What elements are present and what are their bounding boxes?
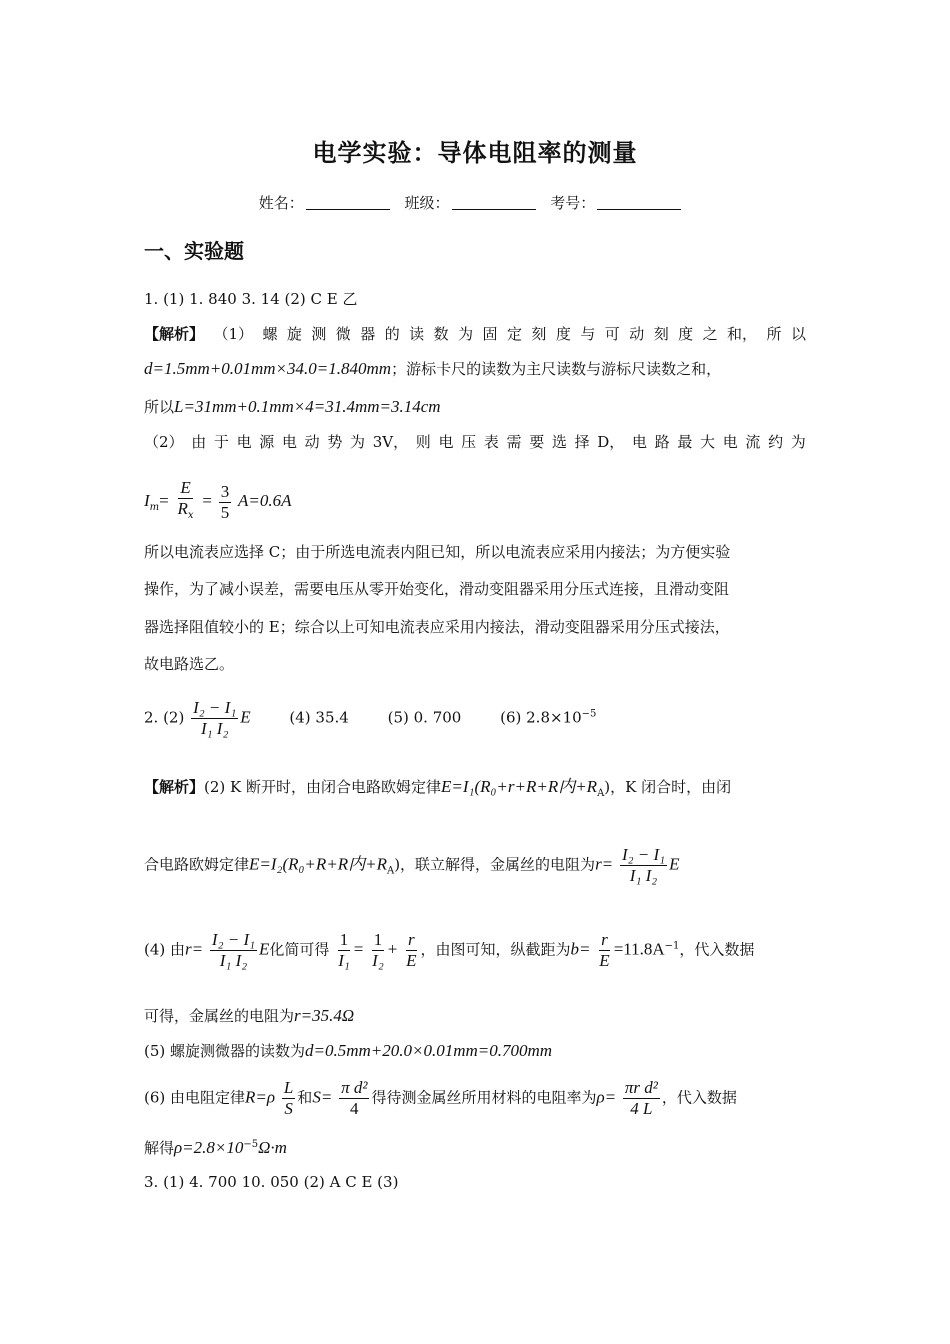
q1-text-3: 器选择阻值较小的 E；综合以上可知电流表应采用内接法，滑动变阻器采用分压式接法，	[144, 618, 730, 636]
q2-analysis-line2: 合电路欧姆定律E=I₂(R₀+R+R内$+R_A$)，联立解得，金属丝的电阻为r= $\frac{\text{I₂ − I₁}}{\text{I₁ I₂}}$ E	[144, 845, 680, 885]
q1-current-formula: $I_m=$ $\frac{E}{R_x}$ = $\frac{3}{5}$ A=0.6A	[144, 478, 292, 526]
student-info	[0, 192, 950, 213]
math-micrometer: d=1.5mm+0.01mm×34.0=1.840mm	[144, 359, 392, 378]
q1-analysis-line4: （2） 由 于 电 源 电 动 势 为 3V， 则 电 压 表 需 要 选 择 D， 电 路 最 大 电 流 约 为	[144, 433, 806, 451]
q1-text-2: 操作，为了减小误差，需要电压从零开始变化，滑动变阻器采用分压式连接，且滑动变阻	[144, 580, 730, 598]
q2-analysis-line7: 解得$\rho=2.8\times 10^{-5}\Omega\cdot m$	[144, 1138, 287, 1157]
fraction-i2-minus-i1: $\frac{\text{I₂ − I₁}}{\text{I₁ I₂}}$	[193, 698, 237, 738]
q1-analysis-line3: 所以L=31mm+0.1mm×4=31.4mm=3.14cm	[144, 397, 441, 416]
q1-answer: 1. (1) 1. 840 3. 14 (2) C E 乙	[144, 290, 358, 308]
analysis-label: 【解析】	[144, 325, 205, 343]
q1-analysis-line2: d=1.5mm+0.01mm×34.0=1.840mm；游标卡尺的读数为主尺读数与游标尺读数之和，	[144, 359, 722, 378]
q2-analysis-line4: 可得，金属丝的电阻为r=35.4Ω	[144, 1006, 355, 1025]
name-blank[interactable]	[306, 195, 390, 210]
fraction-3-over-5: $\frac{3}{5}$	[220, 481, 230, 522]
fraction-e-over-rx: $\frac{E}{R_x}$	[177, 478, 194, 521]
q2-answer: 2. (2) $\frac{\text{I₂ − I₁}}{\text{I₁ I₂}}$ E (4) 35.4 (5) 0. 700 (6) $2.8\times 10^{-5}$	[144, 698, 597, 738]
class-blank[interactable]	[452, 195, 536, 210]
page-title: 电学实验：导体电阻率的测量	[312, 139, 638, 167]
fraction-resistance: $\frac{\text{I₂ − I₁}}{\text{I₁ I₂}}$	[621, 845, 666, 885]
q2-analysis-line5: (5) 螺旋测微器的读数为d=0.5mm+20.0×0.01mm=0.700mm	[144, 1041, 553, 1060]
id-blank[interactable]	[597, 195, 681, 210]
id-label: 考号：	[550, 194, 596, 212]
q2-analysis-line3: (4) 由r= $\frac{\text{I₂ − I₁}}{\text{I₁ I₂}}$ E化简可得 $\frac{1}{\text{I₁}}$ = $\frac{1}{\text{I₂}}$ + $\frac{r}{E}$ ，由图可知，纵截距为b= $\frac{r}{E}$ $=11.8A^{-1}$，代入数据	[144, 930, 755, 970]
math-caliper: L=31mm+0.1mm×4=31.4mm=3.14cm	[174, 397, 441, 416]
q1-analysis-line1: 【解析】 （1） 螺 旋 测 微 器 的 读 数 为 固 定 刻 度 与 可 动 刻 度 之 和， 所 以	[144, 325, 806, 343]
section-heading: 一、实验题	[144, 239, 244, 263]
q1-text-1: 所以电流表应选择 C；由于所选电流表内阻已知，所以电流表应采用内接法；为方便实验	[144, 543, 731, 561]
q2-analysis-line6: (6) 由电阻定律R=ρ $\frac{L}{S}$ 和S= $\frac{\text{π d²}}{4}$ 得待测金属丝所用材料的电阻率为ρ= $\frac{\text{πr d²}}{4 L}$ ，代入数据	[144, 1078, 737, 1118]
q1-text-4: 故电路选乙。	[144, 655, 235, 673]
q3-answer: 3. (1) 4. 700 10. 050 (2) A C E (3)	[144, 1173, 399, 1191]
class-label: 班级：	[404, 194, 450, 212]
q2-analysis-line1: 【解析】(2) K 断开时，由闭合电路欧姆定律E=I₁(R₀+r+R+R内$+R_A$)，K 闭合时，由闭	[144, 777, 732, 799]
name-label: 姓名：	[258, 194, 304, 212]
